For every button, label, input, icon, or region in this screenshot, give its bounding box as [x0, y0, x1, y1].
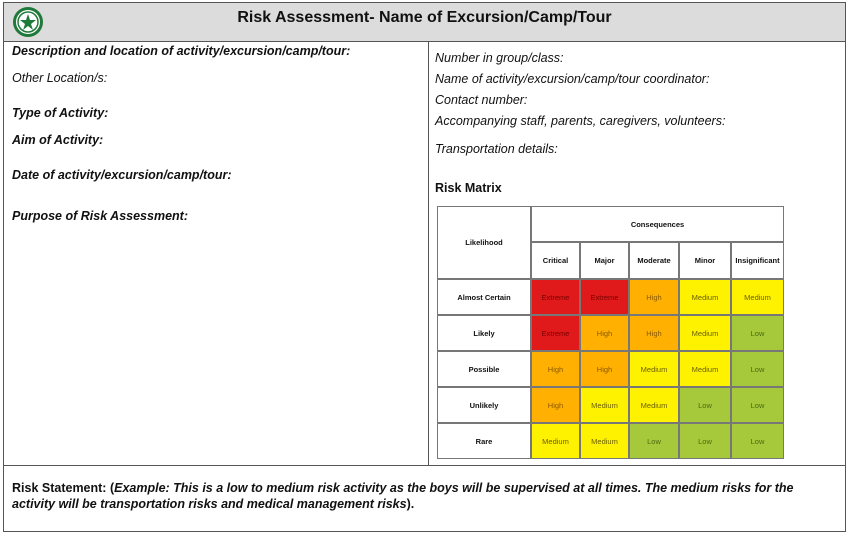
- risk-level-cell: High: [531, 387, 580, 423]
- staff-field: Accompanying staff, parents, caregivers, volunteers:: [435, 114, 726, 128]
- risk-matrix-label: Risk Matrix: [435, 181, 502, 195]
- risk-assessment-form: [3, 2, 846, 532]
- risk-level-cell: Low: [731, 423, 784, 459]
- likelihood-row-header: Likely: [437, 315, 531, 351]
- risk-level-cell: Medium: [580, 423, 629, 459]
- transport-field: Transportation details:: [435, 142, 558, 156]
- consequences-header: Consequences: [531, 206, 784, 242]
- consequence-col-header: Minor: [679, 242, 731, 279]
- risk-level-cell: High: [629, 315, 679, 351]
- other-location-field: Other Location/s:: [12, 71, 108, 85]
- risk-level-cell: Medium: [531, 423, 580, 459]
- risk-level-cell: Medium: [731, 279, 784, 315]
- risk-level-cell: Medium: [679, 315, 731, 351]
- risk-level-cell: Low: [731, 351, 784, 387]
- contact-field: Contact number:: [435, 93, 528, 107]
- risk-level-cell: Medium: [679, 279, 731, 315]
- risk-level-cell: Low: [629, 423, 679, 459]
- group-number-field: Number in group/class:: [435, 51, 564, 65]
- risk-level-cell: High: [580, 351, 629, 387]
- risk-statement-suffix: ).: [406, 497, 415, 511]
- consequence-col-header: Insignificant: [731, 242, 784, 279]
- right-panel: [429, 41, 845, 465]
- likelihood-row-header: Possible: [437, 351, 531, 387]
- risk-level-cell: Medium: [629, 351, 679, 387]
- consequence-col-header: Critical: [531, 242, 580, 279]
- risk-level-cell: High: [580, 315, 629, 351]
- purpose-field: Purpose of Risk Assessment:: [12, 209, 188, 223]
- risk-level-cell: Medium: [679, 351, 731, 387]
- risk-statement-example: Example: This is a low to medium risk activity as the boys will be supervised at all times. The medium risks for the activity will be transportation risks and medical management risks: [12, 481, 794, 511]
- aim-field: Aim of Activity:: [12, 133, 104, 147]
- risk-level-cell: Extreme: [531, 315, 580, 351]
- risk-matrix: [437, 206, 784, 459]
- description-field: Description and location of activity/excursion/camp/tour:: [12, 44, 351, 58]
- date-field: Date of activity/excursion/camp/tour:: [12, 168, 232, 182]
- type-field: Type of Activity:: [12, 106, 109, 120]
- risk-level-cell: Low: [731, 315, 784, 351]
- likelihood-header: Likelihood: [437, 206, 531, 279]
- risk-level-cell: Extreme: [531, 279, 580, 315]
- risk-statement-section: [4, 465, 845, 531]
- likelihood-row-header: Rare: [437, 423, 531, 459]
- risk-level-cell: Extreme: [580, 279, 629, 315]
- risk-level-cell: Low: [679, 387, 731, 423]
- likelihood-row-header: Unlikely: [437, 387, 531, 423]
- risk-level-cell: Low: [679, 423, 731, 459]
- consequence-col-header: Major: [580, 242, 629, 279]
- page-title: Risk Assessment- Name of Excursion/Camp/Tour: [237, 9, 612, 26]
- risk-statement: [12, 480, 835, 512]
- likelihood-row-header: Almost Certain: [437, 279, 531, 315]
- risk-level-cell: Medium: [580, 387, 629, 423]
- risk-level-cell: Low: [731, 387, 784, 423]
- coordinator-field: Name of activity/excursion/camp/tour coordinator:: [435, 72, 710, 86]
- risk-level-cell: Medium: [629, 387, 679, 423]
- risk-level-cell: High: [531, 351, 580, 387]
- form-header: [4, 3, 845, 42]
- risk-statement-prefix: Risk Statement: (: [12, 481, 115, 495]
- left-panel: [4, 41, 429, 465]
- risk-level-cell: High: [629, 279, 679, 315]
- consequence-col-header: Moderate: [629, 242, 679, 279]
